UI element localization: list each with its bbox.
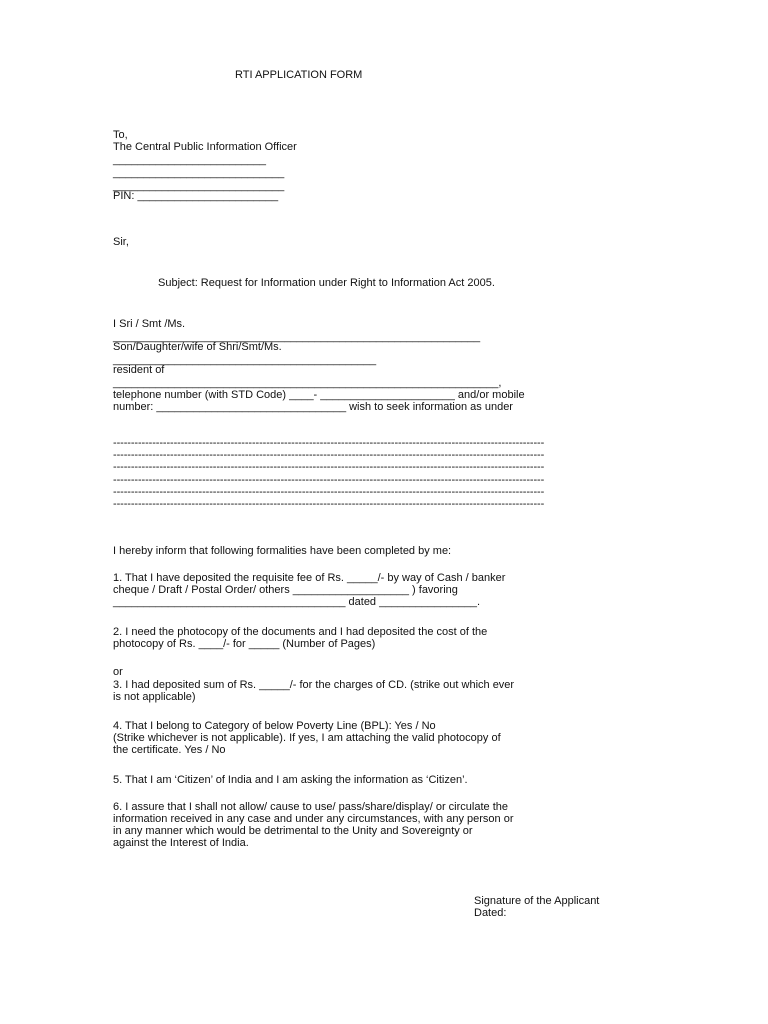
signature-label: Signature of the Applicant: [474, 895, 600, 907]
item-2-line-2: photocopy of Rs. ____/- for _____ (Number of Pages): [113, 638, 376, 650]
applicant-name-blank: ____________________________________________________________: [113, 331, 481, 343]
address-line-3: ____________________________: [113, 180, 285, 192]
resident-blank: _______________________________________________________________,: [113, 377, 502, 389]
item-3-line-1: 3. I had deposited sum of Rs. _____/- for the charges of CD. (strike out which ever: [113, 679, 515, 691]
relation-label: Son/Daughter/wife of Shri/Smt/Ms.: [113, 341, 282, 353]
or-label: or: [113, 666, 123, 678]
item-4-line-3: the certificate. Yes / No: [113, 744, 226, 756]
salutation: Sir,: [113, 236, 129, 248]
item-6-line-1: 6. I assure that I shall not allow/ cause to use/ pass/share/display/ or circulate the: [113, 801, 508, 813]
info-line: -------------------------------------------------------------------------------------------------------------------------: [113, 486, 545, 498]
item-5: 5. That I am ‘Citizen’ of India and I am asking the information as ‘Citizen’.: [113, 774, 468, 786]
item-1-line-1: 1. That I have deposited the requisite fee of Rs. _____/- by way of Cash / banker: [113, 572, 506, 584]
item-2-line-1: 2. I need the photocopy of the documents and I had deposited the cost of the: [113, 626, 488, 638]
item-6-line-2: information received in any case and under any circumstances, with any person or: [113, 813, 514, 825]
address-officer: The Central Public Information Officer: [113, 141, 297, 153]
info-line: -------------------------------------------------------------------------------------------------------------------------: [113, 461, 545, 473]
item-1-line-2: cheque / Draft / Postal Order/ others ___________________ ) favoring: [113, 584, 458, 596]
applicant-name-label: I Sri / Smt /Ms.: [113, 318, 186, 330]
info-line: -------------------------------------------------------------------------------------------------------------------------: [113, 474, 545, 486]
resident-label: resident of: [113, 364, 165, 376]
item-3-line-2: is not applicable): [113, 691, 196, 703]
address-to: To,: [113, 129, 128, 141]
item-1-line-3: ______________________________________ dated ________________.: [113, 596, 481, 608]
signature-dated: Dated:: [474, 907, 507, 919]
item-6-line-3: in any manner which would be detrimental to the Unity and Sovereignty or: [113, 825, 473, 837]
address-line-1: _________________________: [113, 154, 266, 166]
mobile-line: number: _______________________________ wish to seek information as under: [113, 401, 513, 413]
telephone-line: telephone number (with STD Code) ____- ______________________ and/or mobile: [113, 389, 525, 401]
address-pin: PIN: _______________________: [113, 190, 279, 202]
item-4-line-1: 4. That I belong to Category of below Poverty Line (BPL): Yes / No: [113, 720, 436, 732]
subject-line: Subject: Request for Information under Right to Information Act 2005.: [158, 277, 495, 289]
info-line: -------------------------------------------------------------------------------------------------------------------------: [113, 498, 545, 510]
relation-blank: ___________________________________________: [113, 354, 377, 366]
info-line: -------------------------------------------------------------------------------------------------------------------------: [113, 437, 545, 449]
formalities-intro: I hereby inform that following formalities have been completed by me:: [113, 545, 452, 557]
form-title: RTI APPLICATION FORM: [235, 69, 363, 81]
item-6-line-4: against the Interest of India.: [113, 837, 249, 849]
item-4-line-2: (Strike whichever is not applicable). If yes, I am attaching the valid photocopy of: [113, 732, 501, 744]
address-line-2: ____________________________: [113, 167, 285, 179]
info-line: -------------------------------------------------------------------------------------------------------------------------: [113, 449, 545, 461]
